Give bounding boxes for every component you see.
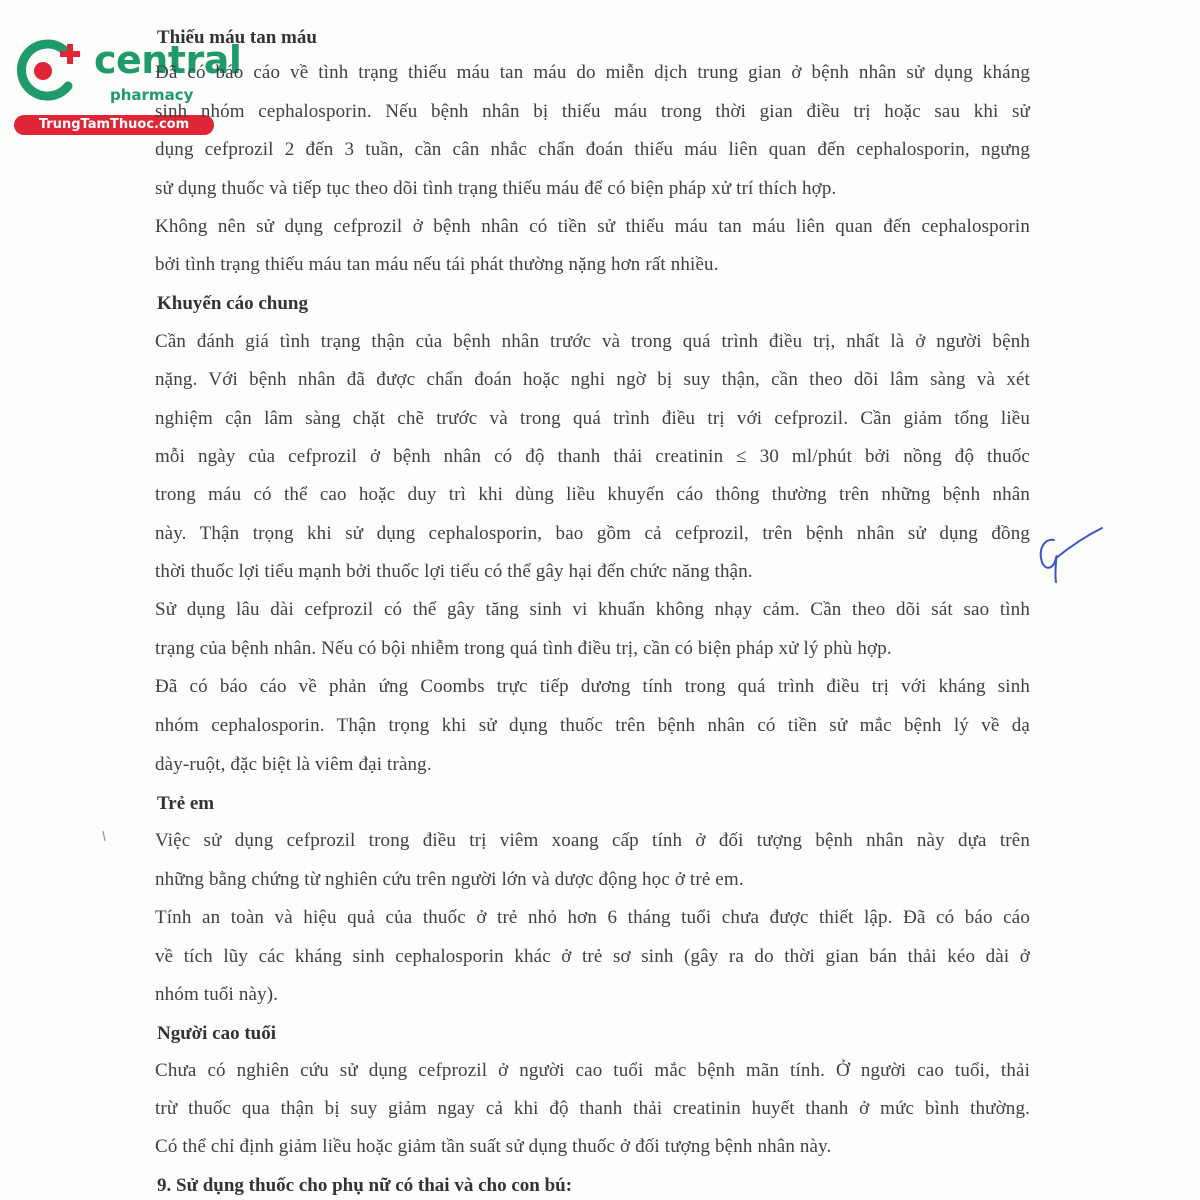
paragraph-line: này. Thận trọng khi sử dụng cephalosporin, bao gồm cả cefprozil, trên bệnh nhân sử dụng đồng bbox=[155, 523, 1030, 544]
paragraph-line: sử dụng thuốc và tiếp tục theo dõi tình trạng thiếu máu để có biện pháp xử trí thích hợp. bbox=[155, 178, 837, 199]
paragraph-line: Sử dụng lâu dài cefprozil có thể gây tăng sinh vi khuẩn không nhạy cảm. Cần theo dõi sát sao tình bbox=[155, 599, 1030, 620]
signature-mark bbox=[1032, 520, 1112, 590]
paragraph-line: bởi tình trạng thiếu máu tan máu nếu tái phát thường nặng hơn rất nhiều. bbox=[155, 254, 719, 275]
paragraph-line: trong máu có thể cao hoặc duy trì khi dùng liều khuyến cáo thông thường trên những bệnh nhân bbox=[155, 484, 1030, 505]
paragraph-line: Việc sử dụng cefprozil trong điều trị viêm xoang cấp tính ở đối tượng bệnh nhân này dựa trên bbox=[155, 830, 1030, 851]
heading-pregnancy-lactation: 9. Sử dụng thuốc cho phụ nữ có thai và cho con bú: bbox=[157, 1175, 573, 1196]
paragraph-line: Có thể chỉ định giảm liều hoặc giảm tần suất sử dụng thuốc ở đối tượng bệnh nhân này. bbox=[155, 1136, 832, 1157]
paragraph-line: Tính an toàn và hiệu quả của thuốc ở trẻ nhỏ hơn 6 tháng tuổi chưa được thiết lập. Đã có báo cáo bbox=[155, 907, 1030, 928]
heading-elderly: Người cao tuổi bbox=[157, 1023, 277, 1044]
paragraph-line: về tích lũy các kháng sinh cephalosporin khác ở trẻ sơ sinh (gây ra do thời gian bán thải kéo dài ở bbox=[155, 946, 1030, 967]
margin-mark bbox=[101, 830, 107, 842]
paragraph-line: Đã có báo cáo về tình trạng thiếu máu tan máu do miễn dịch trung gian ở bệnh nhân sử dụng kháng bbox=[155, 62, 1030, 83]
logo-sub-text: pharmacy bbox=[110, 86, 194, 104]
paragraph-line: Đã có báo cáo về phản ứng Coombs trực tiếp dương tính trong quá trình điều trị với kháng sinh bbox=[155, 676, 1030, 697]
central-logo-icon bbox=[12, 36, 84, 106]
paragraph-line: nghiệm cận lâm sàng chặt chẽ trước và trong quá trình điều trị với cefprozil. Cần giảm tổng liều bbox=[155, 408, 1030, 429]
paragraph-line: mỗi ngày của cefprozil ở bệnh nhân có độ thanh thải creatinin ≤ 30 ml/phút bởi nồng độ thuốc bbox=[155, 446, 1030, 467]
paragraph-line: nhóm cephalosporin. Thận trọng khi sử dụng thuốc trên bệnh nhân có tiền sử mắc bệnh lý về dạ bbox=[155, 715, 1030, 736]
paragraph-line: nặng. Với bệnh nhân đã được chẩn đoán hoặc nghi ngờ bị suy thận, cần theo dõi lâm sàng và xét bbox=[155, 369, 1030, 390]
paragraph-line: sinh nhóm cephalosporin. Nếu bệnh nhân bị thiếu máu trong thời gian điều trị hoặc sau khi sử bbox=[155, 101, 1030, 122]
paragraph-line: dày-ruột, đặc biệt là viêm đại tràng. bbox=[155, 754, 432, 775]
paragraph-line: Không nên sử dụng cefprozil ở bệnh nhân có tiền sử thiếu máu tan máu liên quan đến cephalosporin bbox=[155, 216, 1030, 237]
paragraph-line: Cần đánh giá tình trạng thận của bệnh nhân trước và trong quá trình điều trị, nhất là ở người bệnh bbox=[155, 331, 1030, 352]
heading-general-recommendations: Khuyến cáo chung bbox=[157, 293, 308, 314]
logo-site-badge: TrungTamThuoc.com bbox=[14, 115, 214, 135]
paragraph-line: trạng của bệnh nhân. Nếu có bội nhiễm trong quá tình điều trị, cần có biện pháp xử lý phù hợp. bbox=[155, 638, 892, 659]
paragraph-line: Chưa có nghiên cứu sử dụng cefprozil ở người cao tuổi mắc bệnh mãn tính. Ở người cao tuổi, thải bbox=[155, 1060, 1030, 1081]
heading-children: Trẻ em bbox=[157, 793, 215, 814]
paragraph-line: nhóm tuổi này). bbox=[155, 984, 279, 1005]
heading-hemolytic-anemia: Thiếu máu tan máu bbox=[157, 27, 317, 48]
paragraph-line: thời thuốc lợi tiểu mạnh bởi thuốc lợi tiểu có thể gây hại đến chức năng thận. bbox=[155, 561, 753, 582]
logo-brand-text: central bbox=[94, 38, 242, 82]
paragraph-line: trừ thuốc qua thận bị suy giảm ngay cả khi độ thanh thải creatinin huyết thanh ở mức bình thường. bbox=[155, 1098, 1030, 1119]
paragraph-line: những bằng chứng từ nghiên cứu trên người lớn và dược động học ở trẻ em. bbox=[155, 869, 744, 890]
paragraph-line: dụng cefprozil 2 đến 3 tuần, cần cân nhắc chẩn đoán thiếu máu liên quan đến cephalosporin, ngưng bbox=[155, 139, 1030, 160]
